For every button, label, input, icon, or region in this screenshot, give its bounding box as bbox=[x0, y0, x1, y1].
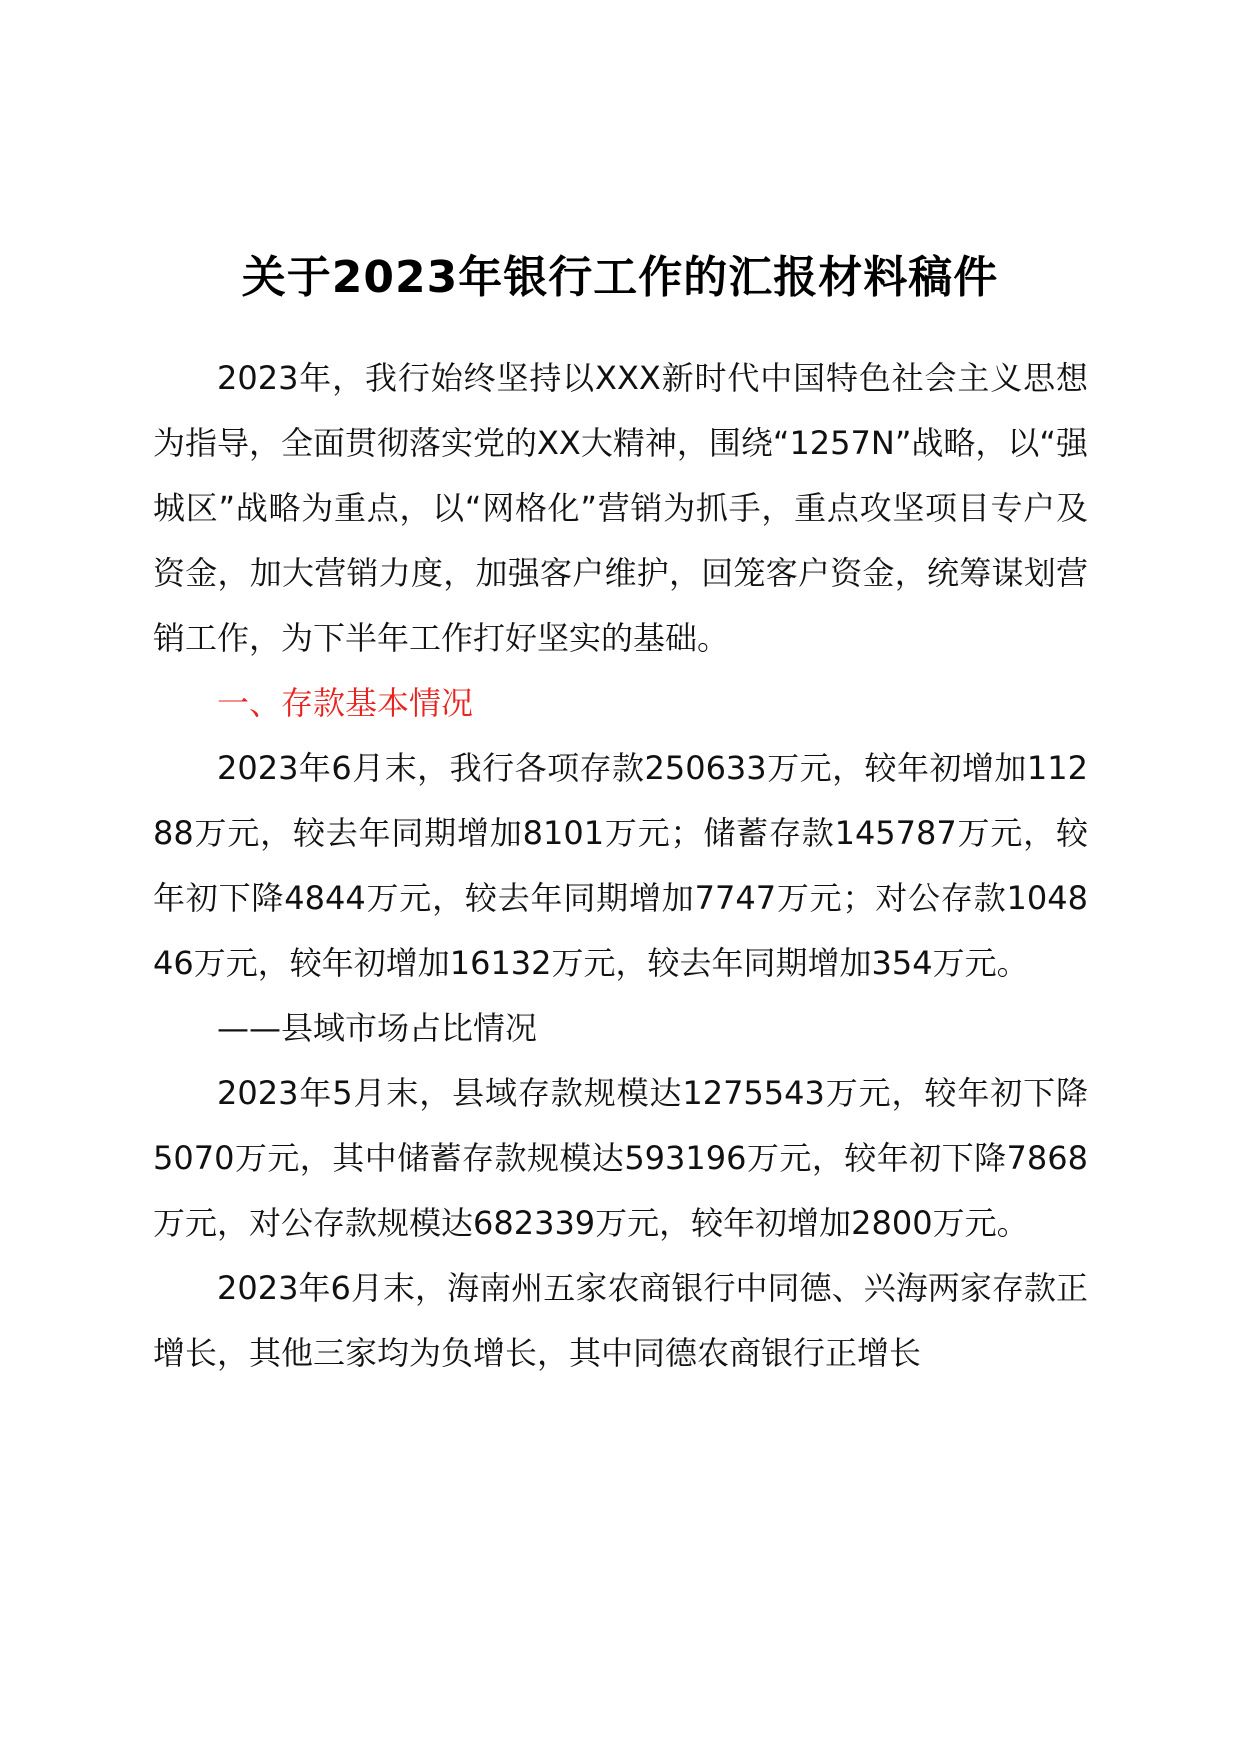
document-title: 关于2023年银行工作的汇报材料稿件 bbox=[241, 252, 999, 303]
county-deposits-paragraph: 2023年5月末，县域存款规模达1275543万元，较年初下降5070万元，其中储蓄存款规模达593196万元，较年初下降7868万元，对公存款规模达682339万元，较年初增加2800万元。 bbox=[153, 1074, 1088, 1242]
hainan-paragraph: 2023年6月末，海南州五家农商银行中同德、兴海两家存款正增长，其他三家均为负增长，其中同德农商银行正增长 bbox=[153, 1269, 1088, 1372]
subheading-county-market: ——县域市场占比情况 bbox=[217, 1009, 538, 1047]
intro-paragraph: 2023年，我行始终坚持以XXX新时代中国特色社会主义思想为指导，全面贯彻落实党的XX大精神，围绕“1257N”战略，以“强城区”战略为重点，以“网格化”营销为抓手，重点攻坚项目专户及资金，加大营销力度，加强客户维护，回笼客户资金，统筹谋划营销工作，为下半年工作打好坚实的基础。 bbox=[153, 359, 1088, 657]
section-heading-deposits: 一、存款基本情况 bbox=[217, 684, 474, 722]
document-body bbox=[153, 346, 1088, 1386]
deposits-paragraph: 2023年6月末，我行各项存款250633万元，较年初增加11288万元，较去年同期增加8101万元；储蓄存款145787万元，较年初下降4844万元，较去年同期增加7747万元；对公存款104846万元，较年初增加16132万元，较去年同期增加354万元。 bbox=[153, 749, 1088, 982]
